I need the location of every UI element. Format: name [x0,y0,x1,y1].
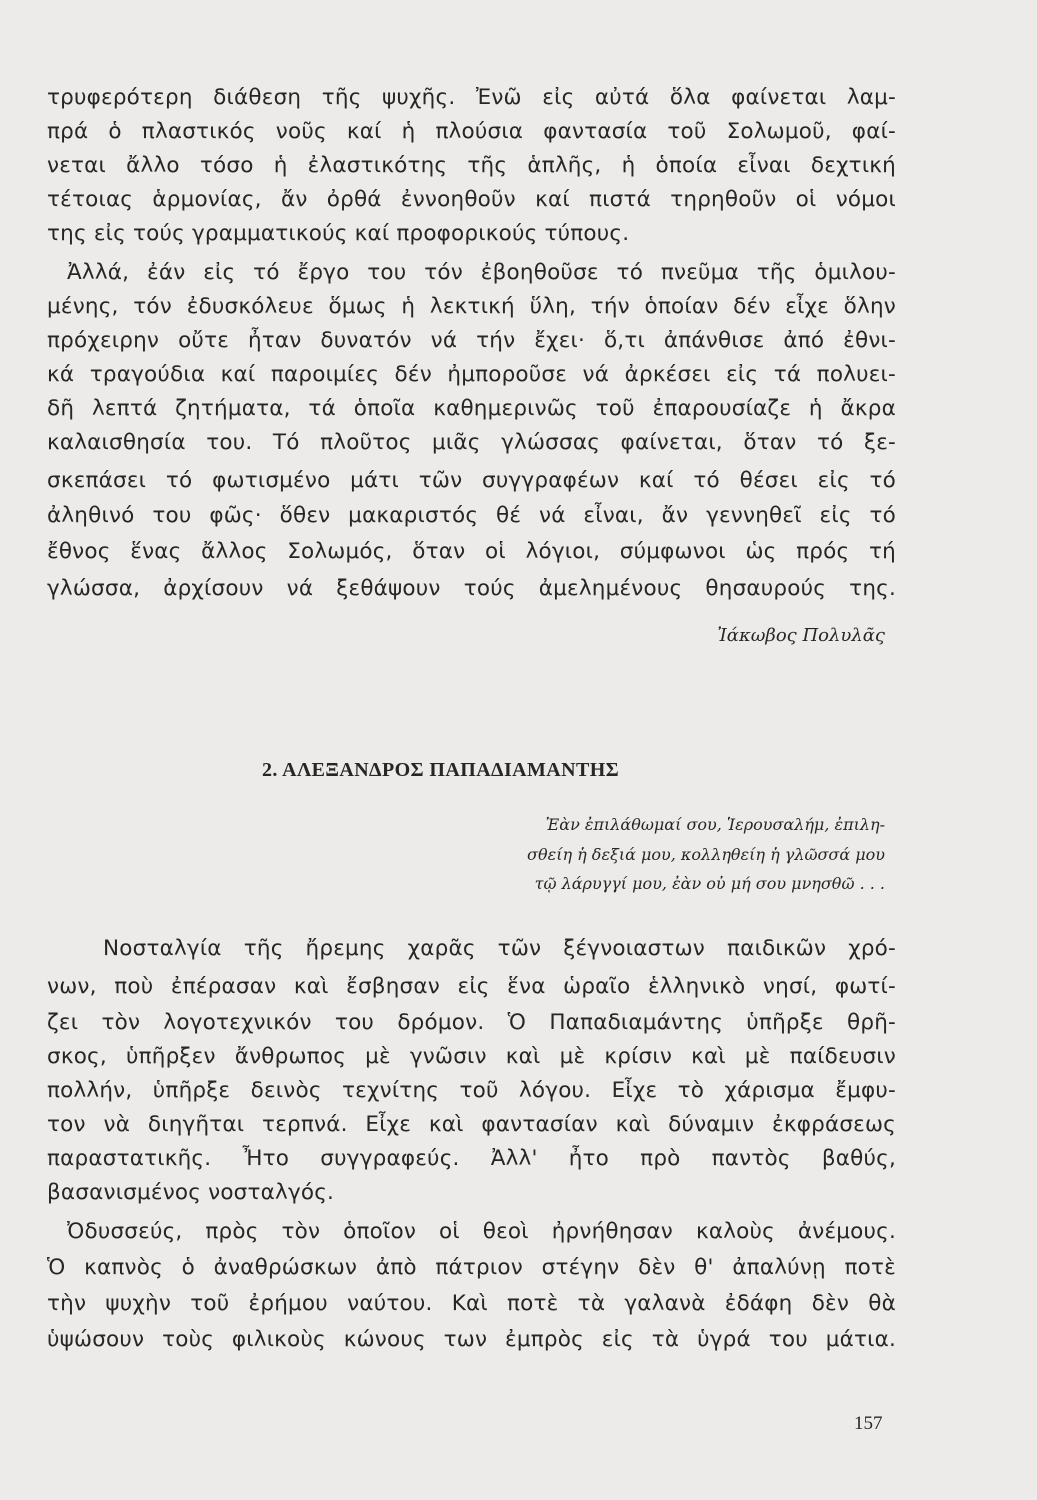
author-signature: Ἰάκωβος Πολυλᾶς [717,625,885,646]
page-number: 157 [854,1413,883,1434]
text-line: ἔθνος ἕνας ἄλλος Σολωμός, ὅταν οἱ λόγιοι, σύμφωνοι ὡς πρός τή [47,539,896,564]
text-line: ἀληθινό του φῶς· ὅθεν μακαριστός θέ νά εἶναι, ἄν γεννηθεῖ εἰς τό [47,503,896,528]
text-line: νων, ποὺ ἐπέρασαν καὶ ἔσβησαν εἰς ἕνα ὡραῖο ἑλληνικὸ νησί, φωτί- [47,974,896,999]
text-line: πολλήν, ὑπῆρξε δεινὸς τεχνίτης τοῦ λόγου. Εἶχε τὸ χάρισμα ἔμφυ- [47,1078,896,1103]
text-line: της εἰς τούς γραμματικούς καί προφορικούς τύπους. [47,221,630,246]
text-line: σκος, ὑπῆρξεν ἄνθρωπος μὲ γνῶσιν καὶ μὲ κρίσιν καὶ μὲ παίδευσιν [47,1044,896,1069]
text-line: καλαισθησία του. Τό πλοῦτος μιᾶς γλώσσας φαίνεται, ὅταν τό ξε- [47,430,896,455]
text-line: παραστατικῆς. Ἦτο συγγραφεύς. Ἀλλ' ἦτο πρὸ παντὸς βαθύς, [47,1146,896,1171]
text-line: Ὁ καπνὸς ὁ ἀναθρώσκων ἀπὸ πάτριον στέγην δὲν θ' ἀπαλύνῃ ποτὲ [47,1255,896,1280]
text-line: Ὀδυσσεύς, πρὸς τὸν ὁποῖον οἱ θεοὶ ἠρνήθησαν καλοὺς ἀνέμους. [67,1219,896,1244]
text-line: γλώσσα, ἀρχίσουν νά ξεθάψουν τούς ἀμελημένους θησαυρούς της. [47,576,896,601]
text-line: τέτοιας ἁρμονίας, ἄν ὀρθά ἐννοηθοῦν καί πιστά τηρηθοῦν οἱ νόμοι [47,187,896,212]
text-line: Ἀλλά, ἐάν εἰς τό ἔργο του τόν ἐβοηθοῦσε τό πνεῦμα τῆς ὁμιλου- [67,260,896,285]
text-line: ὑψώσουν τοὺς φιλικοὺς κώνους των ἐμπρὸς εἰς τὰ ὑγρά του μάτια. [47,1327,896,1352]
epigraph-line: τῷ λάρυγγί μου, ἐὰν οὐ μή σου μνησθῶ . . . [534,874,885,893]
text-line: τον νὰ διηγῆται τερπνά. Εἶχε καὶ φαντασίαν καὶ δύναμιν ἐκφράσεως [47,1112,896,1137]
text-line: τὴν ψυχὴν τοῦ ἐρήμου ναύτου. Καὶ ποτὲ τὰ γαλανὰ ἐδάφη δὲν θὰ [47,1291,896,1316]
text-line: βασανισμένος νοσταλγός. [47,1180,335,1205]
text-line: Νοσταλγία τῆς ἤρεμης χαρᾶς τῶν ξέγνοιαστων παιδικῶν χρό- [103,936,896,961]
text-line: σκεπάσει τό φωτισμένο μάτι τῶν συγγραφέων καί τό θέσει εἰς τό [47,468,896,493]
text-line: ζει τὸν λογοτεχνικόν του δρόμον. Ὁ Παπαδιαμάντης ὑπῆρξε θρῆ- [47,1010,896,1035]
epigraph-line: σθείη ἡ δεξιά μου, κολληθείη ἡ γλῶσσά μου [527,845,885,864]
text-line: νεται ἄλλο τόσο ἡ ἐλαστικότης τῆς ἁπλῆς, ἡ ὁποία εἶναι δεχτική [47,153,896,178]
text-line: πρόχειρην οὔτε ἦταν δυνατόν νά τήν ἔχει· ὅ,τι ἀπάνθισε ἀπό ἐθνι- [47,328,896,353]
epigraph-line: Ἐὰν ἐπιλάθωμαί σου, Ἱερουσαλήμ, ἐπιλη- [545,815,885,834]
text-line: δῆ λεπτά ζητήματα, τά ὁποῖα καθημερινῶς τοῦ ἐπαρουσίαζε ἡ ἄκρα [47,396,896,421]
text-line: κά τραγούδια καί παροιμίες δέν ἠμποροῦσε νά ἀρκέσει εἰς τά πολυει- [47,362,896,387]
text-line: τρυφερότερη διάθεση τῆς ψυχῆς. Ἐνῶ εἰς αὐτά ὅλα φαίνεται λαμ- [47,85,896,110]
text-line: πρά ὁ πλαστικός νοῦς καί ἡ πλούσια φαντασία τοῦ Σολωμοῦ, φαί- [47,119,896,144]
section-heading: 2. ΑΛΕΞΑΝΔΡΟΣ ΠΑΠΑΔΙΑΜΑΝΤΗΣ [262,759,620,781]
text-line: μένης, τόν ἐδυσκόλευε ὅμως ἡ λεκτική ὕλη, τήν ὁποίαν δέν εἶχε ὅλην [47,294,896,319]
